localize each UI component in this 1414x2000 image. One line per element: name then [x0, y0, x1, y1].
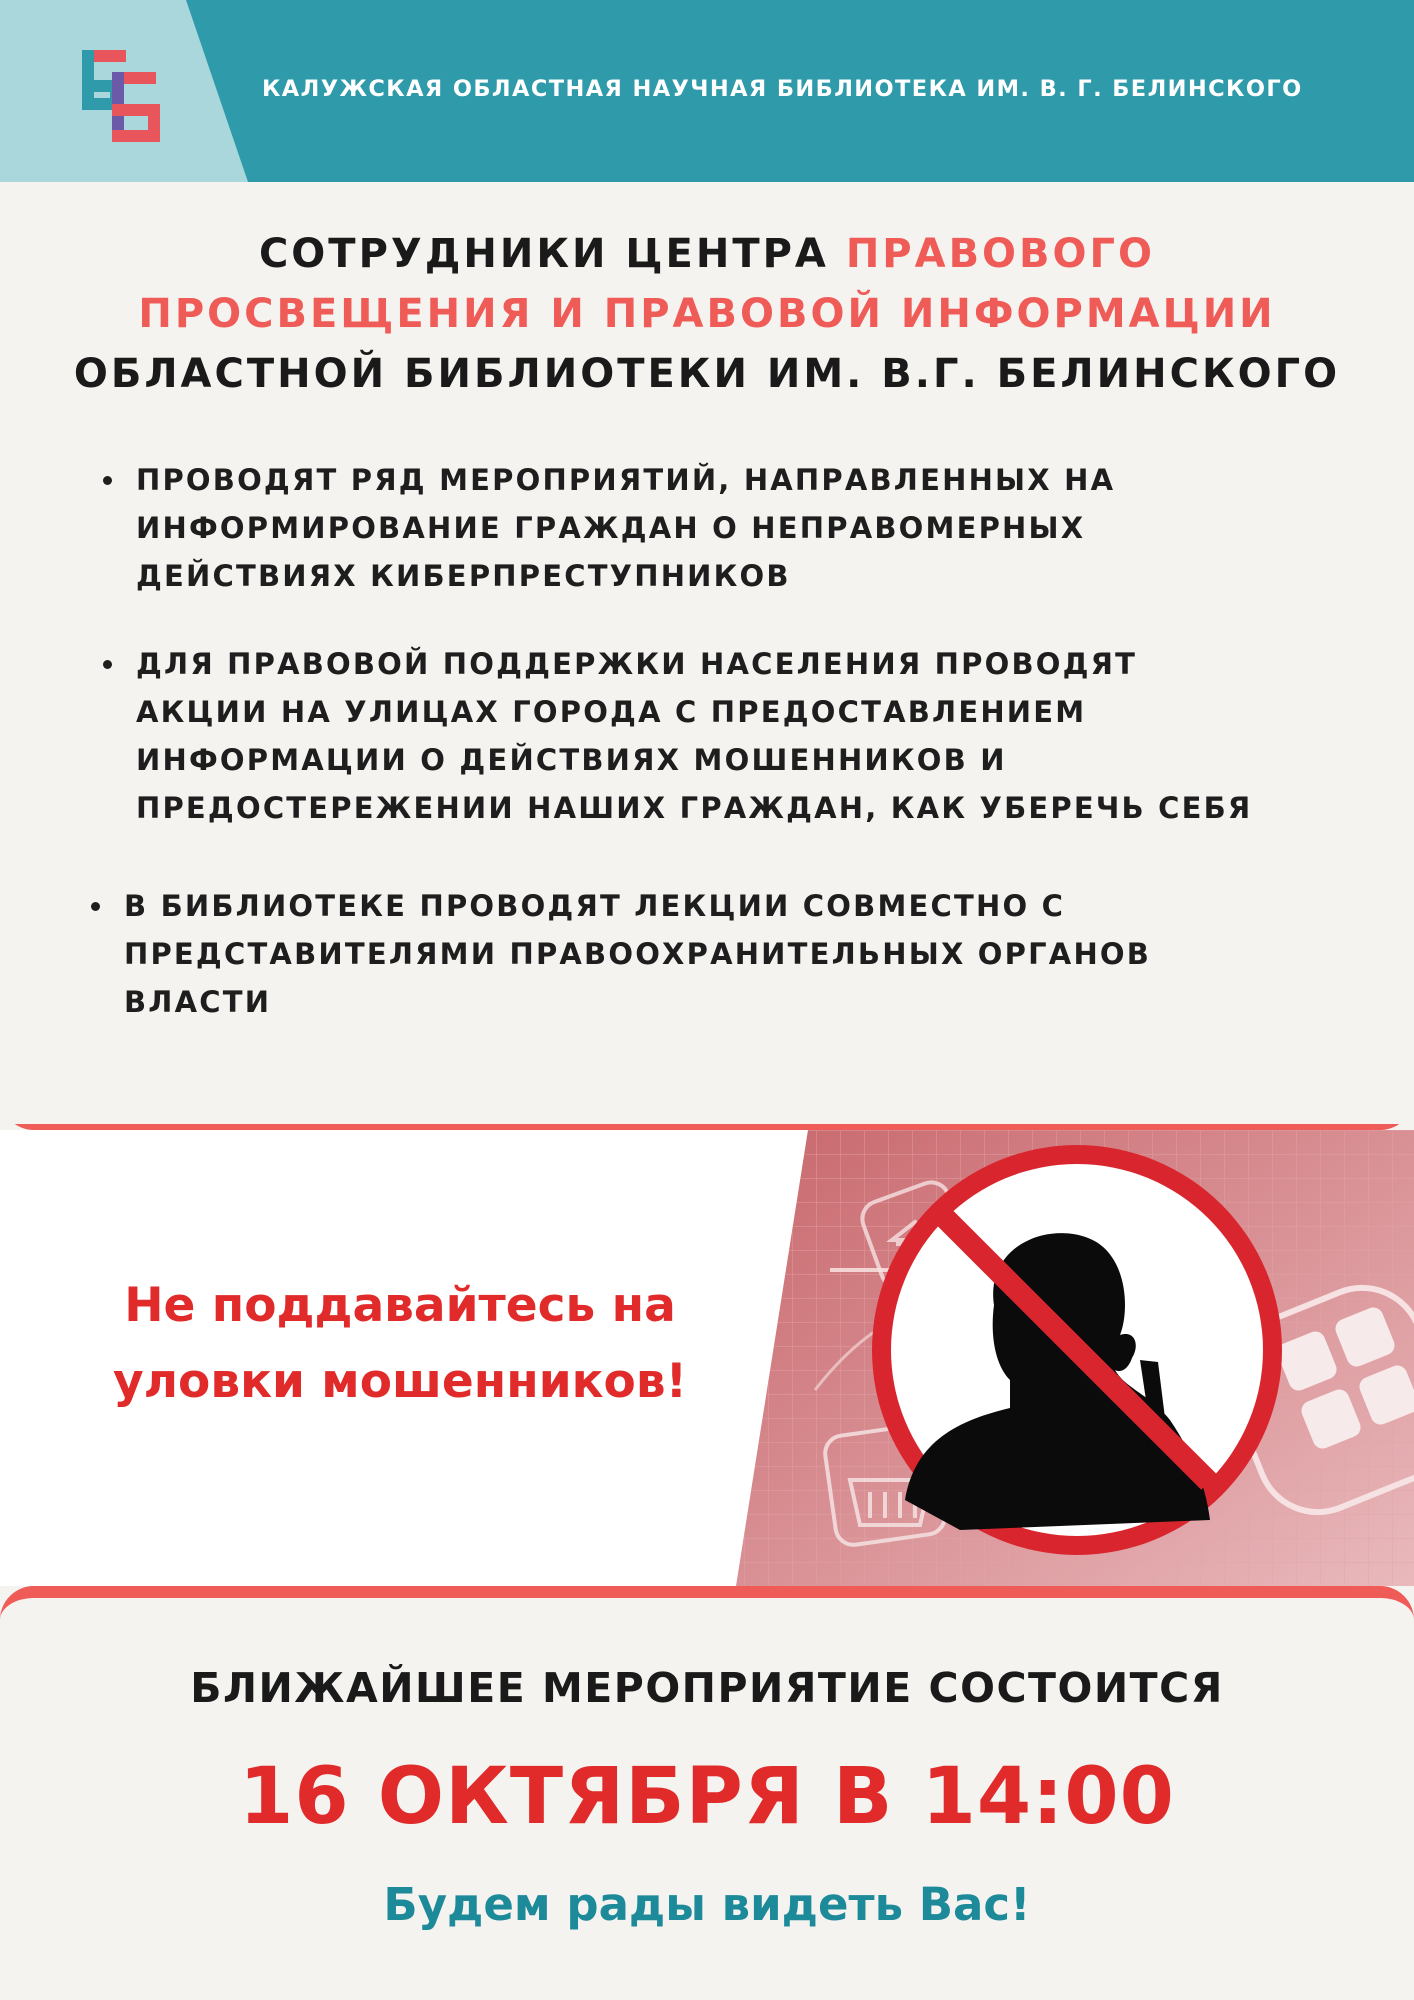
- headline-accent2: ПРОСВЕЩЕНИЯ И ПРАВОВОЙ ИНФОРМАЦИИ: [138, 291, 1276, 337]
- event-date: 16 ОКТЯБРЯ В 14:00: [239, 1752, 1175, 1842]
- bullet-dot: [103, 476, 112, 485]
- bullet-item-1: [136, 456, 1115, 600]
- headline-part1: СОТРУДНИКИ ЦЕНТРА: [258, 231, 846, 277]
- headline: [20, 224, 1394, 404]
- org-name: КАЛУЖСКАЯ ОБЛАСТНАЯ НАУЧНАЯ БИБЛИОТЕКА ИМ. В. Г. БЕЛИНСКОГО: [262, 76, 1303, 102]
- bullet-2-line-1: ДЛЯ ПРАВОВОЙ ПОДДЕРЖКИ НАСЕЛЕНИЯ ПРОВОДЯТ: [136, 647, 1138, 681]
- bullet-dot: [103, 660, 112, 669]
- warning-slogan: [60, 1268, 740, 1420]
- no-phone-calls-icon: [872, 1145, 1282, 1555]
- library-logo-icon: [82, 50, 162, 142]
- slogan-line-1: Не поддавайтесь на: [124, 1278, 676, 1333]
- bullet-dot: [91, 902, 100, 911]
- bullet-1-line-3: ДЕЙСТВИЯХ КИБЕРПРЕСТУПНИКОВ: [136, 559, 791, 593]
- headline-accent1: ПРАВОВОГО: [845, 231, 1156, 277]
- bullet-2-line-3: ИНФОРМАЦИИ О ДЕЙСТВИЯХ МОШЕННИКОВ И: [136, 743, 1007, 777]
- bullet-2-line-2: АКЦИИ НА УЛИЦАХ ГОРОДА С ПРЕДОСТАВЛЕНИЕМ: [136, 695, 1087, 729]
- welcome-text: Будем рады видеть Вас!: [383, 1878, 1031, 1931]
- slogan-line-2: уловки мошенников!: [112, 1354, 688, 1409]
- bullet-item-3: [124, 882, 1151, 1026]
- headline-part3: ОБЛАСТНОЙ БИБЛИОТЕКИ ИМ. В.Г. БЕЛИНСКОГО: [73, 351, 1341, 397]
- bullet-1-line-1: ПРОВОДЯТ РЯД МЕРОПРИЯТИЙ, НАПРАВЛЕННЫХ НА: [136, 463, 1116, 497]
- bullet-2-line-4: ПРЕДОСТЕРЕЖЕНИИ НАШИХ ГРАЖДАН, КАК УБЕРЕЧЬ СЕБЯ: [136, 791, 1253, 825]
- headline-line-1: [20, 224, 1394, 284]
- next-event-label: БЛИЖАЙШЕЕ МЕРОПРИЯТИЕ СОСТОИТСЯ: [190, 1664, 1224, 1712]
- bullet-1-line-2: ИНФОРМИРОВАНИЕ ГРАЖДАН О НЕПРАВОМЕРНЫХ: [136, 511, 1086, 545]
- bullet-3-line-1: В БИБЛИОТЕКЕ ПРОВОДЯТ ЛЕКЦИИ СОВМЕСТНО С: [124, 889, 1066, 923]
- bullet-item-2: [136, 640, 1252, 832]
- bullet-3-line-2: ПРЕДСТАВИТЕЛЯМИ ПРАВООХРАНИТЕЛЬНЫХ ОРГАНОВ: [124, 937, 1152, 971]
- bullet-3-line-3: ВЛАСТИ: [124, 985, 272, 1019]
- header-banner: [0, 0, 1414, 182]
